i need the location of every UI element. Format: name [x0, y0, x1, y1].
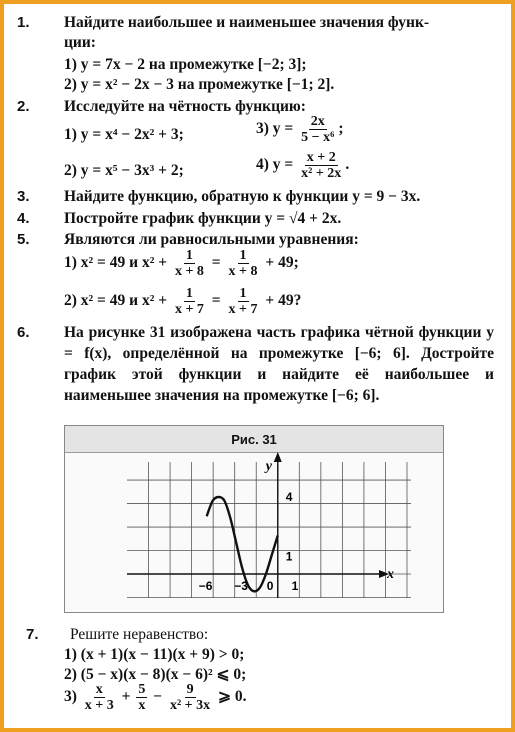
task-item: 1) y = 7x − 2 на промежутке [−2; 3]; — [64, 56, 307, 73]
task-item-fraction: 2) x² = 49 и x² + $\frac{1}{x + 7}$ = $\frac{1}{x + 7}$ + 49? — [64, 286, 302, 317]
task-number: 4. — [17, 210, 30, 227]
task-text-continued: ции: — [64, 34, 96, 51]
task-number: 6. — [17, 324, 30, 341]
task-text: Решите неравенство: — [70, 626, 209, 643]
task-number: 2. — [17, 98, 30, 115]
task-text: Исследуйте на чётность функцию: — [64, 98, 306, 115]
task-text: Найдите функцию, обратную к функции y = 9 − 3x. — [64, 188, 421, 205]
task-text: Найдите наибольшее и наименьшее значения функ- — [64, 14, 430, 31]
y-axis-label: y — [265, 459, 272, 474]
task-item: 1) (x + 1)(x − 11)(x + 9) > 0; — [64, 646, 245, 663]
task-item-fraction: 3) $\frac{x}{x + 3}$ + $\frac{5}{x}$ − $\frac{9}{\text{x² + 3x}}$ ⩾ 0. — [64, 682, 247, 713]
y-axis-arrow — [274, 452, 282, 462]
task-number: 7. — [26, 626, 39, 643]
tick-label-xm6: −6 — [198, 579, 213, 593]
tick-label-x1: 1 — [291, 579, 299, 593]
task-item: 2) y = x² − 2x − 3 на промежутке [−1; 2]. — [64, 76, 335, 93]
function-graph — [65, 426, 443, 612]
task-item-fraction: 1) x² = 49 и x² + $\frac{1}{x + 8}$ = $\frac{1}{x + 8}$ + 49; — [64, 248, 299, 279]
task-number: 1. — [17, 14, 30, 31]
task-text: На рисунке 31 изображена часть графика чётной функции y = f(x), определённой на промежутке [−6; 6]. Достройте график этой функции и найдите её наибольшее и наименьшее значения на промежутке [−6; 6]. — [64, 324, 494, 404]
task-number: 3. — [17, 188, 30, 205]
task-number: 5. — [17, 231, 30, 248]
task-item-fraction: 3) y = $\frac{2x}{\text{5 − x⁶}}$ ; — [256, 114, 344, 145]
task-item: 1) y = x⁴ − 2x² + 3; — [64, 126, 184, 143]
task-item-fraction: 4) y = $\frac{x + 2}{\text{x² + 2x}}$ . — [256, 150, 350, 181]
task-text: Постройте график функции y = √4 + 2x. — [64, 210, 342, 227]
tick-label-origin: 0 — [266, 579, 274, 593]
graph-grid — [127, 462, 411, 598]
figure-panel — [64, 425, 444, 613]
task-text: Являются ли равносильными уравнения: — [64, 231, 359, 248]
tick-label-xm3: −3 — [234, 579, 248, 593]
x-axis-label: x — [387, 567, 394, 582]
task-item: 2) (5 − x)(x − 8)(x − 6)² ⩽ 0; — [64, 666, 247, 683]
function-curve — [207, 497, 278, 591]
tick-label-y4: 4 — [285, 489, 293, 504]
figure-title: Рис. 31 — [231, 432, 277, 447]
tick-label-y1: 1 — [285, 549, 293, 564]
task-item: 2) y = x⁵ − 3x³ + 2; — [64, 162, 184, 179]
